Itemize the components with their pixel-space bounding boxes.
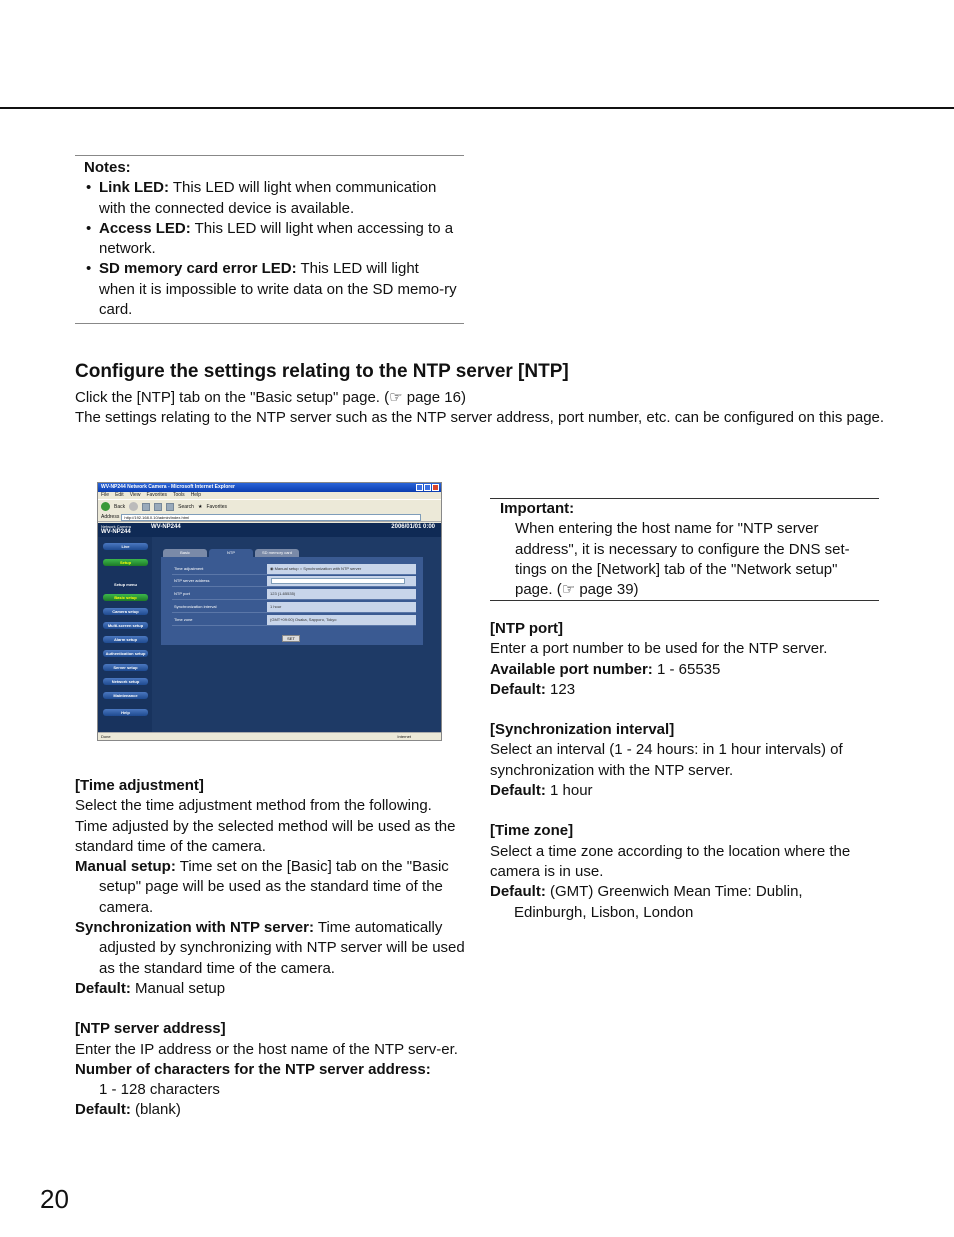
row-value: 1 hour: [267, 602, 416, 612]
address-label: Address: [101, 514, 120, 520]
clock: 2006/01/01 0:00: [391, 524, 435, 530]
note-label: Link LED:: [99, 179, 169, 197]
left-column: [75, 776, 465, 1121]
available-port-label: Available port number:: [490, 660, 653, 678]
manual-setup-item: [75, 857, 465, 918]
page-number: 20: [40, 1184, 69, 1214]
settings-row: [172, 563, 416, 575]
available-port: [490, 660, 879, 680]
sync-ntp-label: Synchronization with NTP server:: [75, 919, 314, 937]
favorites-label: Favorites: [206, 503, 228, 510]
close-icon: [432, 484, 439, 491]
ntp-port-heading: [NTP port]: [490, 620, 564, 637]
model-title: WV-NP244: [151, 524, 181, 530]
window-title: WV-NP244 Network Camera - Microsoft Internet Explorer: [98, 483, 441, 492]
settings-content: [161, 549, 423, 646]
num-chars-value: 1 - 128 characters: [99, 1081, 220, 1099]
home-icon: [166, 503, 174, 511]
settings-row: [172, 601, 416, 613]
notes-title: Notes:: [84, 159, 131, 176]
default-label: Default:: [75, 979, 131, 997]
notes-list: [84, 178, 458, 320]
sync-interval-heading: [Synchronization interval]: [490, 721, 675, 739]
available-port-value: 1 - 65535: [652, 660, 721, 678]
ntp-port-desc: Enter a port number to be used for the NTP server.: [490, 640, 828, 658]
row-value: ◉ Manual setup ○ Synchronization with NTP server: [267, 564, 416, 574]
ntp-server-address-desc: Enter the IP address or the host name of the NTP serv-er.: [75, 1040, 458, 1058]
note-text: This LED will light when accessing to a network.: [99, 219, 454, 258]
sync-interval-default: [490, 781, 879, 801]
time-zone-desc: Select a time zone according to the location where the camera is in use.: [490, 842, 851, 880]
forward-icon: [129, 502, 138, 511]
ntp-server-input: [271, 578, 405, 584]
side-menu: [98, 537, 152, 733]
default-value: Manual setup: [130, 979, 226, 997]
right-column: [490, 619, 879, 923]
row-label: NTP port: [174, 591, 190, 596]
camera-app: [98, 523, 441, 733]
menu-tools: Tools: [173, 492, 185, 498]
minimize-icon: [416, 484, 423, 491]
back-icon: [101, 502, 110, 511]
menu-help: Help: [190, 492, 201, 498]
model-label: WV-NP244: [101, 529, 131, 535]
tab-basic: Basic: [163, 549, 207, 557]
back-label: Back: [114, 503, 126, 510]
time-adjustment-desc: Select the time adjustment method from the following. Time adjusted by the selected method will be used as the standard time of the camera.: [75, 797, 456, 855]
menu-file: File: [101, 492, 110, 498]
num-chars-label: Number of characters for the NTP server address:: [75, 1060, 431, 1078]
ntp-server-address-heading: [NTP server address]: [75, 1020, 226, 1038]
browser-screenshot: [97, 482, 442, 741]
maximize-icon: [424, 484, 431, 491]
stop-icon: [142, 503, 150, 511]
live-button: Live: [103, 543, 148, 550]
tab-sd-memory-card: SD memory card: [255, 549, 299, 557]
ntp-panel: [161, 557, 423, 645]
setup-menu-label: Setup menu: [114, 582, 137, 587]
refresh-icon: [154, 503, 162, 511]
ntp-server-address-default: [75, 1100, 465, 1120]
menu-view: View: [129, 492, 141, 498]
row-label: Time adjustment: [174, 566, 204, 571]
important-title: Important:: [500, 500, 575, 517]
help-button: Help: [103, 709, 148, 716]
network-setup-button: Network setup: [103, 678, 148, 685]
settings-row: [172, 575, 416, 587]
intro-line-1: Click the [NTP] tab on the "Basic setup" page. (☞ page 16): [75, 389, 466, 406]
address-field: http://192.168.0.10/admin/index.html: [121, 514, 421, 521]
status-bar: [98, 732, 441, 740]
important-body: When entering the host name for "NTP server address", it is necessary to configure the DNS set-tings on the [Network] tab of the "Network setup" page. (☞ page 39): [515, 520, 850, 599]
settings-row: [172, 614, 416, 626]
default-value: 1 hour: [545, 782, 593, 800]
row-value: 123 (1-65535): [267, 589, 416, 599]
manual-setup-label: Manual setup:: [75, 858, 176, 876]
default-label: Default:: [490, 680, 546, 698]
setup-button: Setup: [103, 559, 148, 566]
sync-interval-desc: Select an interval (1 - 24 hours: in 1 hour intervals) of synchronization with the NTP server.: [490, 741, 843, 779]
note-item: [84, 259, 458, 320]
row-value: (GMT+09:00) Osaka, Sapporo, Tokyo: [267, 615, 416, 625]
set-button: SET: [282, 635, 300, 642]
basic-setup-button: Basic setup: [103, 594, 148, 601]
status-zone: Internet: [397, 734, 411, 739]
note-text: This LED will light when it is impossible to write data on the SD memo-ry card.: [99, 260, 457, 319]
note-label: Access LED:: [99, 219, 191, 237]
time-adjustment-default: [75, 979, 465, 999]
default-label: Default:: [75, 1101, 131, 1119]
default-value: (blank): [130, 1101, 181, 1119]
notes-box: [75, 155, 464, 324]
note-text: This LED will light when communication with the connected device is available.: [99, 179, 437, 217]
row-label: NTP server address: [174, 578, 210, 583]
search-label: Search: [178, 503, 194, 510]
default-label: Default:: [490, 883, 546, 901]
intro-line-2: The settings relating to the NTP server such as the NTP server address, port number, etc. can be configured on this page.: [75, 409, 885, 427]
menu-bar: [98, 492, 441, 499]
sync-ntp-text: Time automatically adjusted by synchronizing with NTP server will be used as the standard time of the camera.: [99, 919, 465, 977]
important-box: [490, 498, 879, 601]
menu-edit: Edit: [115, 492, 124, 498]
time-zone-default: [490, 882, 879, 923]
note-label: SD memory card error LED:: [99, 260, 297, 278]
manual-setup-text: Time set on the [Basic] tab on the "Basic setup" page will be used as the standard time of the camera.: [99, 858, 449, 916]
star-icon: ★: [197, 503, 203, 510]
tab-ntp: NTP: [209, 549, 253, 557]
sync-ntp-item: [75, 918, 465, 979]
server-setup-button: Server setup: [103, 664, 148, 671]
note-item: [84, 219, 458, 260]
app-header: [98, 523, 441, 537]
ntp-port-default: [490, 680, 879, 700]
brand-label: Network Camera: [101, 524, 132, 529]
spacer: [490, 801, 879, 821]
camera-setup-button: Camera setup: [103, 608, 148, 615]
spacer: [75, 999, 465, 1019]
default-value: (GMT) Greenwich Mean Time: Dublin, Edinburgh, Lisbon, London: [514, 883, 803, 921]
browser-toolbar: [98, 499, 441, 513]
alarm-setup-button: Alarm setup: [103, 636, 148, 643]
settings-row: [172, 588, 416, 600]
note-item: [84, 178, 458, 219]
default-label: Default:: [490, 782, 546, 800]
top-rule: [0, 107, 954, 109]
multi-screen-setup-button: Multi-screen setup: [103, 622, 148, 629]
spacer: [490, 700, 879, 720]
authentication-setup-button: Authentication setup: [103, 650, 148, 657]
maintenance-button: Maintenance: [103, 692, 148, 699]
row-label: Synchronization interval: [174, 604, 217, 609]
section-intro: [75, 388, 885, 429]
menu-favorites: Favorites: [146, 492, 167, 498]
status-text: Done: [101, 734, 111, 739]
default-value: 123: [545, 680, 576, 698]
row-label: Time zone: [174, 617, 193, 622]
row-value: [267, 576, 416, 586]
window-controls: [416, 484, 439, 491]
time-adjustment-heading: [Time adjustment]: [75, 777, 204, 794]
time-zone-heading: [Time zone]: [490, 822, 574, 840]
section-heading: Configure the settings relating to the NTP server [NTP]: [75, 361, 569, 382]
address-bar: [98, 513, 441, 522]
